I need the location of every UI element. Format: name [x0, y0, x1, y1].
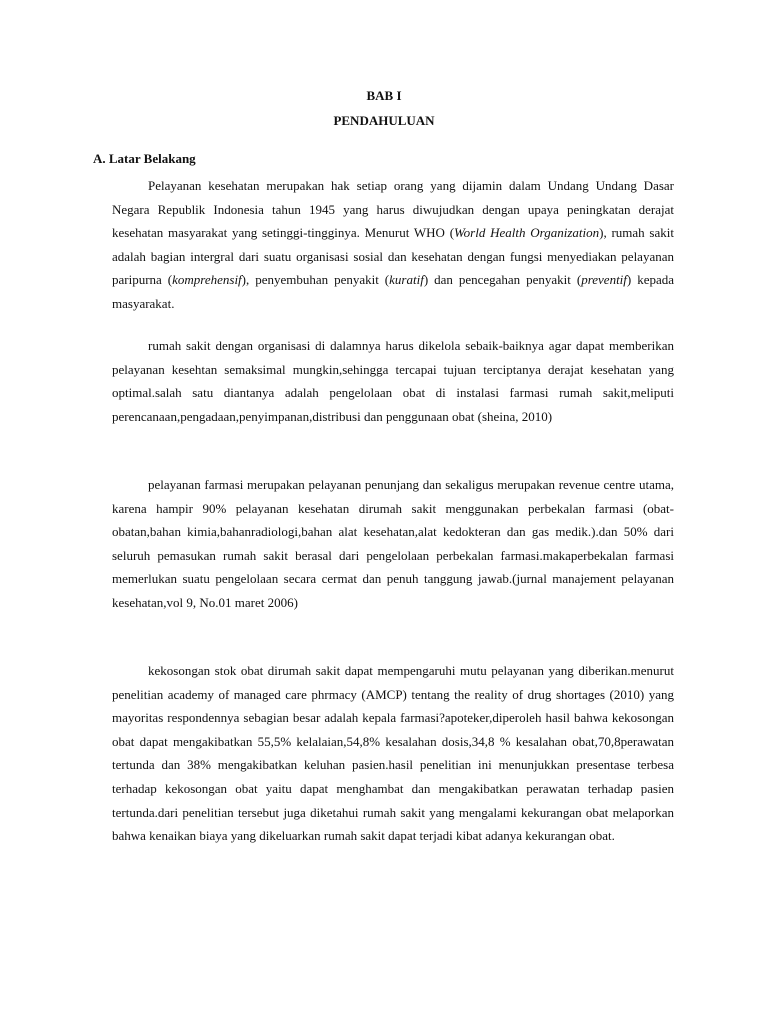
term-kuratif: kuratif	[389, 272, 424, 288]
paragraph-4: kekosongan stok obat dirumah sakit dapat mempengaruhi mutu pelayanan yang diberikan.menurut penelitian academy of managed care phrmacy (AMCP) tentang the reality of drug shortages (2010) yang mayoritas respondennya sebagian besar adalah kepala farmasi?apoteker,diperoleh hasil bahwa kekosongan obat dapat mengakibatkan 55,5% kelalaian,54,8% kesalahan dosis,34,8 % kesalahan obat,70,8perawatan tertunda dan 38% mengakibatkan keluhan pasien.hasil penelitian ini menunjukkan presentase terbesa terhadap kekosongan obat yaitu dapat menghambat dan mengakibatkan perawatan terhadap pasien tertunda.dari penelitian tersebut juga diketahui rumah sakit yang mengalami kekurangan obat melaporkan bahwa kenaikan biaya yang dikeluarkan rumah sakit dapat terjadi kibat adanya kekurangan obat.	[112, 663, 674, 844]
paragraph-3: pelayanan farmasi merupakan pelayanan penunjang dan sekaligus merupakan revenue centre utama, karena hampir 90% pelayanan kesehatan dirumah sakit menggunakan perbekalan farmasi (obat-obatan,bahan kimia,bahanradiologi,bahan alat kesehatan,alat kedokteran dan gas medik.).dan 50% dari seluruh pemasukan rumah sakit berasal dari pengelolaan perbekalan farmasi.makaperbekalan farmasi memerlukan suatu pengelolaan secara cermat dan penuh tanggung jawab.(jurnal manajement pelayanan kesehatan,vol 9, No.01 maret 2006)	[112, 477, 674, 610]
section-heading: A. Latar Belakang	[93, 151, 196, 166]
paragraph-1-text-2: ), rumah sakit adalah bagian intergral dari suatu organisasi sosial dan kesehatan dengan fungsi menyediakan pelayanan paripurna (	[112, 225, 674, 288]
paragraph-1-text-5: ) kepada masyarakat.	[112, 272, 675, 311]
term-komprehensif: komprehensif	[172, 272, 242, 288]
paragraph-1-text-4: ) dan pencegahan penyakit (	[423, 272, 582, 288]
term-preventif: preventif	[581, 272, 627, 288]
chapter-number: BAB I	[366, 88, 402, 103]
who-full-name: World Health Organization	[454, 225, 600, 241]
chapter-title: PENDAHULUAN	[333, 113, 435, 128]
paragraph-1	[112, 174, 674, 316]
paragraph-2: rumah sakit dengan organisasi di dalamnya harus dikelola sebaik-baiknya agar dapat memberikan pelayanan kesehtan semaksimal mungkin,sehingga tercapai tujuan terciptanya derajat kesehatan yang optimal.salah satu diantanya adalah pengelolaan obat di instalasi farmasi rumah sakit,meliputi perencanaan,pengadaan,penyimpanan,distribusi dan penggunaan obat (sheina, 2010)	[112, 338, 674, 424]
paragraph-1-text-1: Pelayanan kesehatan merupakan hak setiap orang yang dijamin dalam Undang Undang Dasar Negara Republik Indonesia tahun 1945 yang harus diwujudkan dengan upaya peningkatan derajat kesehatan masyarakat yang setinggi-tingginya. Menurut WHO (	[112, 178, 674, 241]
paragraph-1-text-3: ), penyembuhan penyakit (	[241, 272, 390, 288]
